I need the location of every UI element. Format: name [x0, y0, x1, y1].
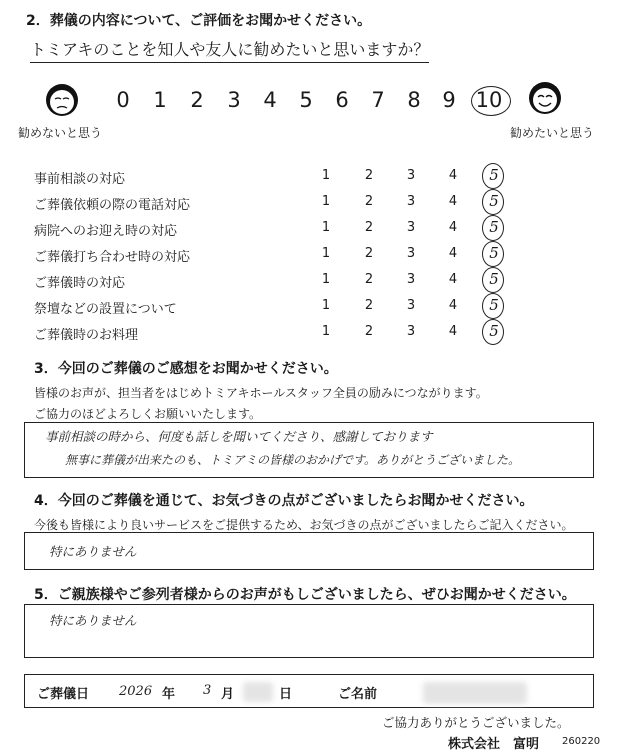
happy-face-icon	[527, 80, 563, 116]
scale-option-5[interactable]: 5	[299, 88, 313, 112]
rating-row-label: ご葬儀依頼の際の電話対応	[34, 198, 191, 213]
section3-note: ご協力のほどよろしくお願いいたします。	[34, 407, 262, 421]
rating-option-2[interactable]: 2	[364, 168, 374, 183]
rating-option-4[interactable]: 4	[448, 168, 458, 183]
scale-option-8[interactable]: 8	[407, 88, 421, 112]
rating-row-label: 事前相談の対応	[34, 172, 126, 187]
scale-option-7[interactable]: 7	[371, 88, 385, 112]
rating-selected[interactable]: 5	[489, 192, 499, 210]
month-unit: 月	[221, 687, 235, 702]
year-unit: 年	[162, 687, 176, 702]
rating-option-1[interactable]: 1	[321, 298, 331, 313]
scale-option-10[interactable]: 10	[475, 88, 503, 112]
year-field[interactable]: 2026	[119, 684, 153, 699]
scale-option-6[interactable]: 6	[335, 88, 349, 112]
section3-note: 皆様のお声が、担当者をはじめトミアキホールスタッフ全員の励みにつながります。	[34, 386, 488, 400]
section3-title: 3．今回のご葬儀のご感想をお聞かせください。	[34, 361, 338, 377]
rating-option-1[interactable]: 1	[321, 168, 331, 183]
rating-option-2[interactable]: 2	[364, 220, 374, 235]
rating-option-2[interactable]: 2	[364, 324, 374, 339]
date-label: ご葬儀日	[37, 687, 90, 702]
impressions-line: 事前相談の時から、何度も話しを聞いてくださり、感謝しております	[45, 429, 433, 444]
date-name-box	[24, 674, 594, 708]
rating-row-label: ご葬儀時の対応	[34, 276, 126, 291]
scale-option-0[interactable]: 0	[116, 88, 130, 112]
day-unit: 日	[279, 687, 293, 702]
relatives-answer: 特にありません	[49, 613, 137, 628]
scale-option-9[interactable]: 9	[442, 88, 456, 112]
rating-option-3[interactable]: 3	[406, 220, 416, 235]
rating-circle-mark	[482, 241, 504, 267]
rating-option-3[interactable]: 3	[406, 272, 416, 287]
company-name: 株式会社 富明	[448, 737, 540, 752]
sad-face-icon	[44, 82, 80, 118]
rating-selected[interactable]: 5	[489, 270, 499, 288]
rating-option-4[interactable]: 4	[448, 220, 458, 235]
rating-circle-mark	[482, 267, 504, 293]
form-code: 260220	[562, 736, 601, 747]
rating-selected[interactable]: 5	[489, 296, 499, 314]
left-label: 勧めないと思う	[18, 126, 103, 140]
rating-option-3[interactable]: 3	[406, 298, 416, 313]
section2-title: 2．葬儀の内容について、ご評価をお聞かせください。	[26, 13, 372, 29]
section4-title: 4．今回のご葬儀を通じて、お気づきの点がございましたらお聞かせください。	[34, 493, 534, 509]
rating-option-1[interactable]: 1	[321, 272, 331, 287]
rating-circle-mark	[482, 215, 504, 241]
rating-option-1[interactable]: 1	[321, 324, 331, 339]
rating-option-4[interactable]: 4	[448, 272, 458, 287]
relatives-voice-box[interactable]	[24, 604, 594, 658]
rating-option-4[interactable]: 4	[448, 246, 458, 261]
recommend-question: トミアキのことを知人や友人に勧めたいと思いますか？	[30, 37, 429, 63]
rating-row-label: 病院へのお迎え時の対応	[34, 224, 178, 239]
rating-circle-mark	[482, 293, 504, 319]
rating-option-2[interactable]: 2	[364, 246, 374, 261]
rating-option-1[interactable]: 1	[321, 194, 331, 209]
feedback-box[interactable]	[24, 532, 594, 570]
day-redaction	[243, 682, 273, 702]
rating-option-2[interactable]: 2	[364, 272, 374, 287]
rating-selected[interactable]: 5	[489, 166, 499, 184]
rating-option-4[interactable]: 4	[448, 194, 458, 209]
rating-option-3[interactable]: 3	[406, 324, 416, 339]
rating-selected[interactable]: 5	[489, 218, 499, 236]
section4-note: 今後も皆様により良いサービスをご提供するため、お気づきの点がございましたらご記入ください。	[34, 518, 574, 532]
rating-circle-mark	[482, 163, 504, 189]
rating-option-4[interactable]: 4	[448, 298, 458, 313]
rating-selected[interactable]: 5	[489, 322, 499, 340]
scale-option-3[interactable]: 3	[227, 88, 241, 112]
rating-selected[interactable]: 5	[489, 244, 499, 262]
rating-row-label: ご葬儀時のお料理	[34, 328, 139, 343]
rating-option-3[interactable]: 3	[406, 168, 416, 183]
feedback-answer: 特にありません	[49, 544, 137, 559]
rating-circle-mark	[482, 319, 504, 345]
scale-option-2[interactable]: 2	[190, 88, 204, 112]
scale-option-4[interactable]: 4	[263, 88, 277, 112]
scale-option-1[interactable]: 1	[153, 88, 167, 112]
rating-row-label: 祭壇などの設置について	[34, 302, 177, 317]
impressions-line: 無事に葬儀が出来たのも、トミアミの皆様のおかげです。ありがとうございました。	[65, 453, 521, 467]
rating-option-3[interactable]: 3	[406, 194, 416, 209]
thanks-text: ご協力ありがとうございました。	[382, 715, 570, 730]
rating-option-1[interactable]: 1	[321, 220, 331, 235]
rating-option-1[interactable]: 1	[321, 246, 331, 261]
month-field[interactable]: 3	[203, 683, 212, 698]
selected-score-circle	[471, 86, 511, 116]
rating-row-label: ご葬儀打ち合わせ時の対応	[34, 250, 191, 265]
right-label: 勧めたいと思う	[510, 126, 595, 140]
rating-option-2[interactable]: 2	[364, 194, 374, 209]
rating-option-3[interactable]: 3	[406, 246, 416, 261]
impressions-box[interactable]	[24, 422, 594, 478]
name-redaction	[423, 682, 527, 704]
rating-option-4[interactable]: 4	[448, 324, 458, 339]
name-label: ご名前	[338, 687, 378, 702]
section5-title: 5．ご親族様やご参列者様からのお声がもしございましたら、ぜひお聞かせください。	[34, 587, 576, 603]
rating-circle-mark	[482, 189, 504, 215]
rating-option-2[interactable]: 2	[364, 298, 374, 313]
